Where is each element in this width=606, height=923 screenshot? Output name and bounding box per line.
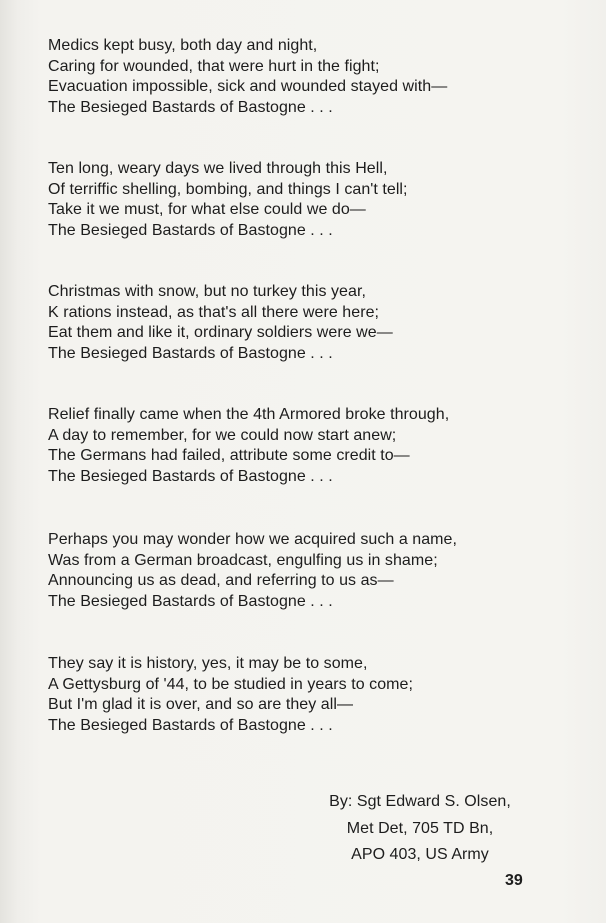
poem-line: K rations instead, as that's all there were here; xyxy=(48,303,380,321)
poem-line: The Besieged Bastards of Bastogne . . . xyxy=(48,344,333,362)
poem-line: The Besieged Bastards of Bastogne . . . xyxy=(48,221,333,239)
poem-line: Of terriffic shelling, bombing, and things I can't tell; xyxy=(48,180,408,198)
author-signature xyxy=(300,789,540,869)
stanza-6 xyxy=(48,654,413,736)
poem-line: Ten long, weary days we lived through this Hell, xyxy=(48,160,388,177)
poem-line: Caring for wounded, that were hurt in the fight; xyxy=(48,57,380,75)
poem-line: But I'm glad it is over, and so are they all— xyxy=(48,696,354,713)
poem-line: Was from a German broadcast, engulfing us in shame; xyxy=(48,551,438,569)
signature-line: By: Sgt Edward S. Olsen, xyxy=(329,793,511,810)
page-number: 39 xyxy=(505,872,523,889)
poem-line: The Besieged Bastards of Bastogne . . . xyxy=(48,467,333,485)
poem-line: A day to remember, for we could now start anew; xyxy=(48,426,397,444)
signature-line: APO 403, US Army xyxy=(351,846,489,863)
stanza-3 xyxy=(48,282,393,364)
poem-line: Medics kept busy, both day and night, xyxy=(48,37,318,54)
poem-line: A Gettysburg of '44, to be studied in years to come; xyxy=(48,675,413,693)
poem-line: Evacuation impossible, sick and wounded stayed with— xyxy=(48,78,448,95)
poem-line: The Besieged Bastards of Bastogne . . . xyxy=(48,592,333,610)
poem-line: The Besieged Bastards of Bastogne . . . xyxy=(48,716,333,734)
stanza-2 xyxy=(48,159,408,241)
poem-line: Announcing us as dead, and referring to us as— xyxy=(48,572,394,589)
stanza-5 xyxy=(48,530,457,612)
stanza-1 xyxy=(48,36,447,118)
poem-line: Perhaps you may wonder how we acquired such a name, xyxy=(48,531,457,548)
poem-line: Christmas with snow, but no turkey this year, xyxy=(48,283,366,300)
poem-line: Eat them and like it, ordinary soldiers were we— xyxy=(48,324,393,341)
poem-line: Take it we must, for what else could we do— xyxy=(48,201,366,218)
poem-line: Relief finally came when the 4th Armored broke through, xyxy=(48,406,450,423)
poem-line: The Germans had failed, attribute some credit to— xyxy=(48,447,410,464)
signature-line: Met Det, 705 TD Bn, xyxy=(346,819,494,837)
poem-line: The Besieged Bastards of Bastogne . . . xyxy=(48,98,333,116)
poem-line: They say it is history, yes, it may be to some, xyxy=(48,655,368,672)
stanza-4 xyxy=(48,405,449,487)
